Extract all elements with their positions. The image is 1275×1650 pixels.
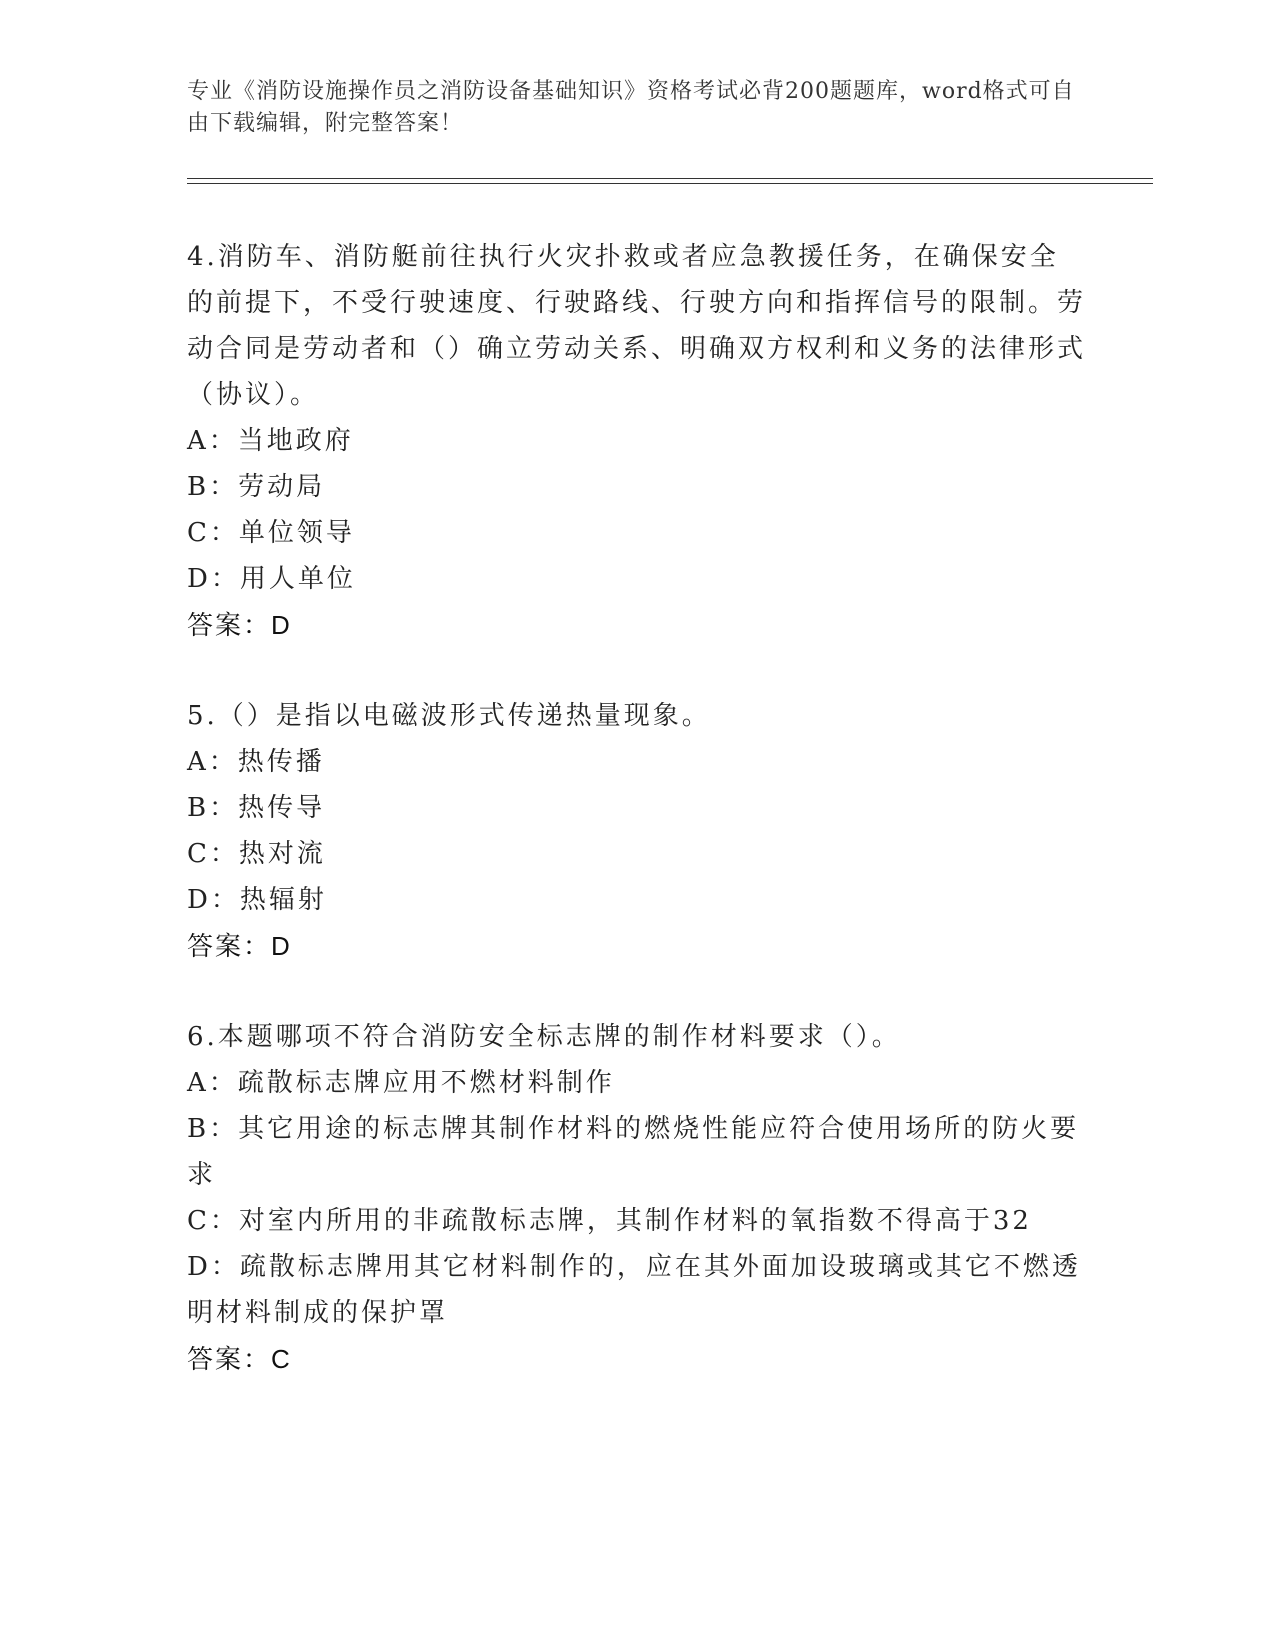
option-c: C：热对流 — [187, 839, 326, 869]
answer-label: 答案：D — [187, 610, 292, 640]
question-4 — [187, 234, 1087, 648]
question-list — [187, 234, 1087, 1382]
option-a: A：当地政府 — [187, 426, 354, 456]
question-5 — [187, 693, 1087, 969]
option-a: A：疏散标志牌应用不燃材料制作 — [187, 1068, 615, 1098]
question-text: 4.消防车、消防艇前往执行火灾扑救或者应急教援任务，在确保安全的前提下，不受行驶速度、行驶路线、行驶方向和指挥信号的限制。劳动合同是劳动者和（）确立劳动关系、明确双方权利和义务的法律形式（协议）。 — [187, 242, 1087, 410]
option-b: B：劳动局 — [187, 472, 326, 502]
answer-label: 答案：D — [187, 931, 292, 961]
option-b: B：热传导 — [187, 793, 326, 823]
header-divider-bottom — [187, 183, 1153, 184]
question-text: 6.本题哪项不符合消防安全标志牌的制作材料要求（）。 — [187, 1022, 901, 1052]
document-intro: 专业《消防设施操作员之消防设备基础知识》资格考试必背200题题库，word格式可自由下载编辑，附完整答案！ — [187, 79, 1075, 136]
option-a: A：热传播 — [187, 747, 325, 777]
question-6 — [187, 1014, 1087, 1382]
option-c: C：单位领导 — [187, 518, 355, 548]
option-c: C：对室内所用的非疏散标志牌，其制作材料的氧指数不得高于32 — [187, 1206, 1032, 1236]
option-d: D：热辐射 — [187, 885, 327, 915]
header-divider-top — [187, 178, 1153, 179]
option-d: D：疏散标志牌用其它材料制作的，应在其外面加设玻璃或其它不燃透明材料制成的保护罩 — [187, 1252, 1081, 1328]
option-b: B：其它用途的标志牌其制作材料的燃烧性能应符合使用场所的防火要求 — [187, 1114, 1080, 1190]
answer-label: 答案：C — [187, 1344, 292, 1374]
question-text: 5.（）是指以电磁波形式传递热量现象。 — [187, 701, 711, 731]
option-d: D：用人单位 — [187, 564, 356, 594]
